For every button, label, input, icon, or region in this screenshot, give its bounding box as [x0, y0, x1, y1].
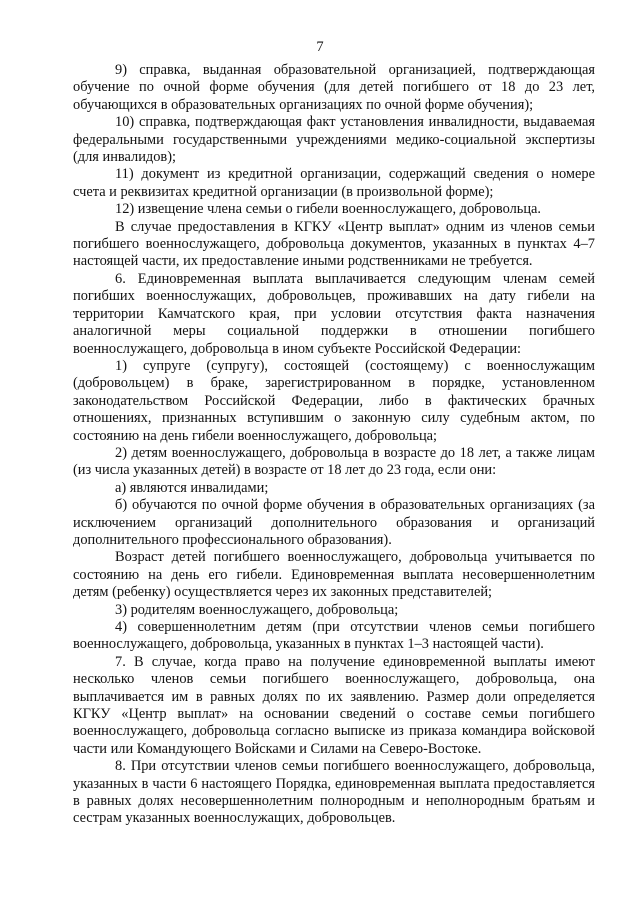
paragraph-children: 2) детям военнослужащего, добровольца в возрасте до 18 лет, а также лицам (из числа указанных детей) в возрасте от 18 лет до 23 года, если они:: [73, 444, 595, 479]
paragraph-section-8: 8. При отсутствии членов семьи погибшего военнослужащего, добровольца, указанных в части 6 настоящего Порядка, единовременная выплата предоставляется в равных долях несовершеннолетним полнородным и неполнородным братьям и сестрам указанных военнослужащих, добровольцев.: [73, 758, 595, 827]
paragraph-sub-b: б) обучаются по очной форме обучения в образовательных организациях (за исключением организаций дополнительного образования и организаций дополнительного профессионального образования).: [73, 497, 595, 548]
paragraph-children-age: Возраст детей погибшего военнослужащего, добровольца учитывается по состоянию на день его гибели. Единовременная выплата несовершеннолетним детям (ребенку) осуществляется через их законных представителей;: [73, 549, 595, 601]
paragraph-item-10: 10) справка, подтверждающая факт установления инвалидности, выдаваемая федеральными государственными учреждениями медико-социальной экспертизы (для инвалидов);: [73, 114, 595, 166]
paragraph-spouse: 1) супруге (супругу), состоящей (состоящему) с военнослужащим (добровольцем) в браке, зарегистрированном в порядке, установленном законодательством Российской Федерации, либо в фактических брачных отношениях, признанных вступившим о законную силу судебным актом, по состоянию на день гибели военнослужащего, добровольца;: [73, 357, 595, 444]
document-body: [73, 62, 595, 828]
paragraph-section-7: 7. В случае, когда право на получение единовременной выплаты имеют несколько членов семьи погибшего военнослужащего, добровольца, она выплачивается им в равных долях по их заявлению. Размер доли определяется КГКУ «Центр выплат» на основании сведений о составе семьи погибшего военнослужащего, добровольца согласно выписке из приказа командира войсковой части или Командующего Войсками и Силами на Северо-Востоке.: [73, 653, 595, 757]
paragraph-item-11: 11) документ из кредитной организации, содержащий сведения о номере счета и реквизитах кредитной организации (в произвольной форме);: [73, 166, 595, 200]
paragraph-sub-a: а) являются инвалидами;: [115, 479, 269, 496]
paragraph-parents: 3) родителям военнослужащего, добровольца;: [115, 601, 399, 618]
paragraph-item-12: 12) извещение члена семьи о гибели военнослужащего, добровольца.: [115, 201, 542, 218]
paragraph-item-9: 9) справка, выданная образовательной организацией, подтверждающая обучение по очной форме обучения (для детей погибшего от 18 до 23 лет, обучающихся в образовательных организациях по очной форме обучения);: [73, 62, 595, 113]
paragraph-section-6: 6. Единовременная выплата выплачивается следующим членам семей погибших военнослужащих, добровольцев, проживавших на дату гибели на территории Камчатского края, при условии отсутствия факта назначения аналогичной меры социальной поддержки в отношении погибшего военнослужащего, добровольца в ином субъекте Российской Федерации:: [73, 270, 595, 357]
paragraph-documents-note: В случае предоставления в КГКУ «Центр выплат» одним из членов семьи погибшего военнослужащего, добровольца документов, указанных в пунктах 4–7 настоящей части, их предоставление иными родственниками не требуется.: [73, 218, 595, 270]
page-number: 7: [316, 39, 324, 55]
paragraph-adult-children: 4) совершеннолетним детям (при отсутствии членов семьи погибшего военнослужащего, добровольца, указанных в пунктах 1–3 настоящей части).: [73, 619, 595, 653]
